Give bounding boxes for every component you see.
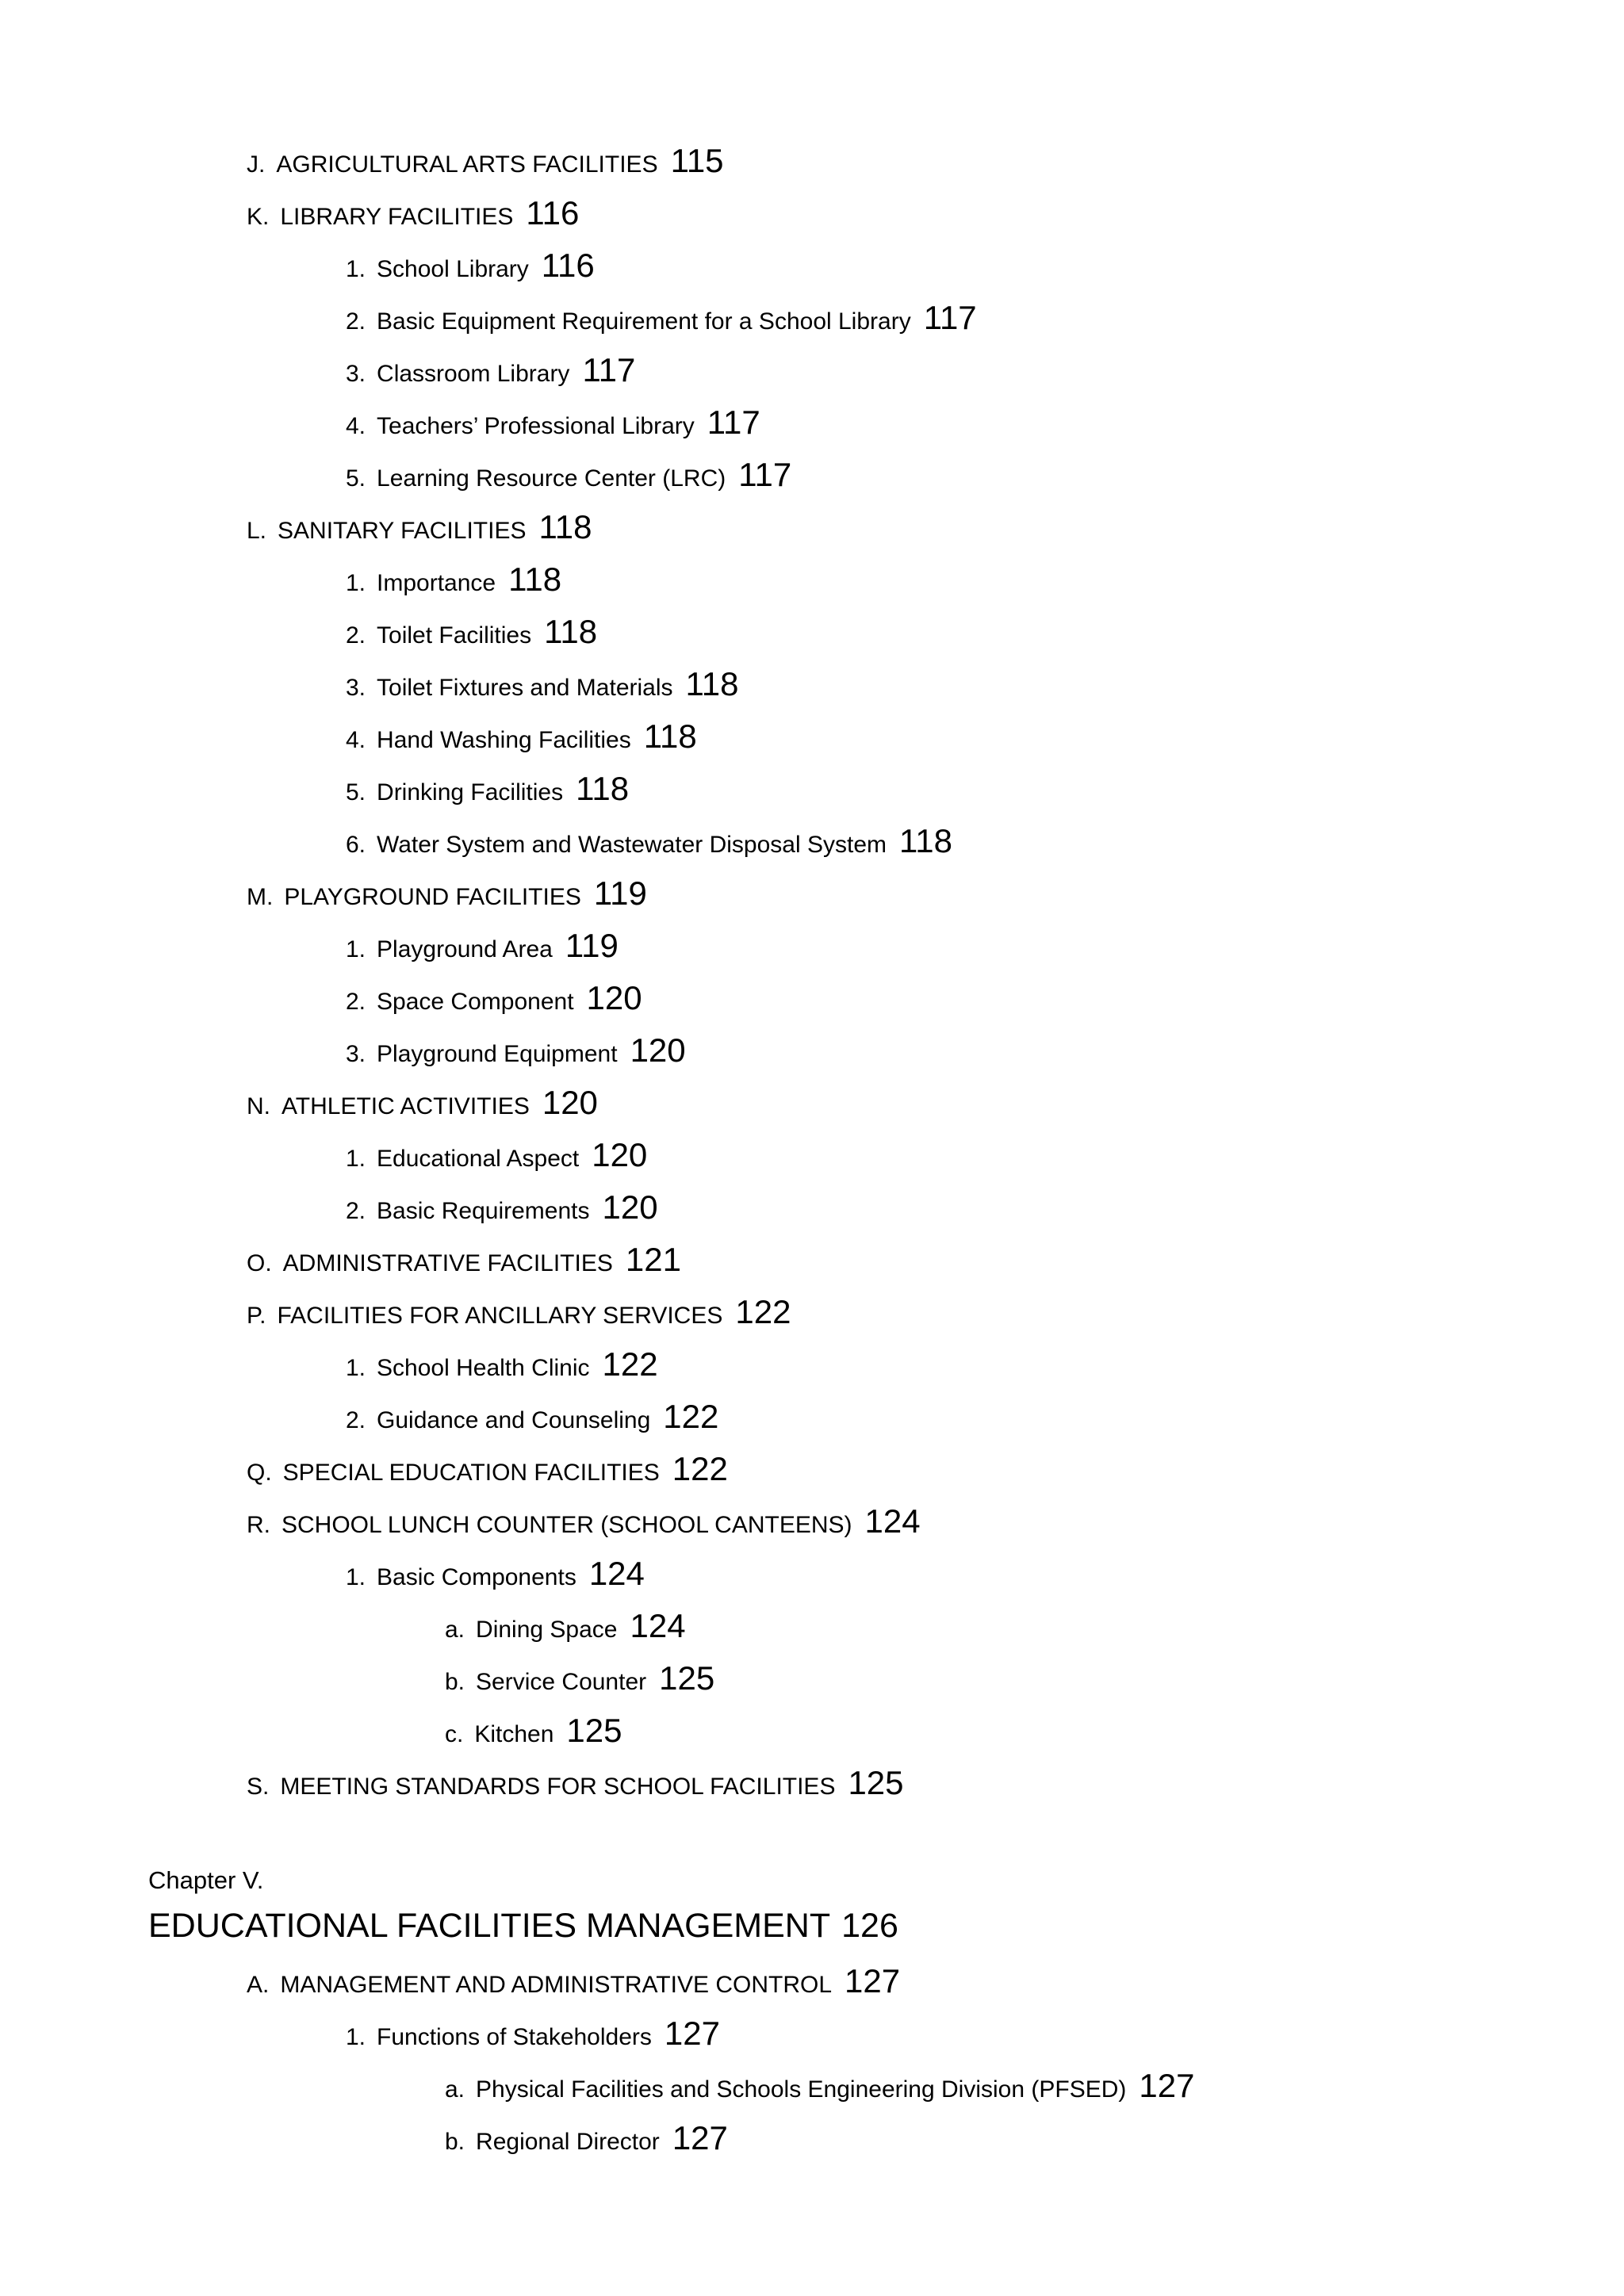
toc-entry-title: Functions of Stakeholders <box>377 2024 652 2050</box>
toc-entry <box>445 1659 715 1697</box>
toc-entry-page: 118 <box>899 822 952 859</box>
chapter-page: 126 <box>841 1907 898 1945</box>
toc-entry-title: Basic Requirements <box>377 1198 590 1224</box>
toc-entry-page: 117 <box>707 404 760 441</box>
toc-entry-title: SPECIAL EDUCATION FACILITIES <box>282 1460 660 1486</box>
toc-entry-page: 118 <box>685 665 739 702</box>
toc-entry-number: b. <box>445 1669 465 1695</box>
toc-entry-number: 1. <box>346 1564 366 1590</box>
toc-entry <box>346 1400 718 1433</box>
toc-entry-number: 1. <box>346 570 366 596</box>
toc-entry-title: Kitchen <box>474 1721 554 1747</box>
toc-entry <box>247 1962 901 1999</box>
toc-entry <box>346 979 642 1016</box>
toc-entry-number: 1. <box>346 2024 366 2050</box>
toc-entry <box>346 301 977 335</box>
toc-entry-page: 121 <box>625 1241 681 1278</box>
toc-entry <box>346 1138 647 1172</box>
toc-entry-title: Toilet Facilities <box>377 622 532 649</box>
toc-entry-number: 1. <box>346 1146 366 1172</box>
toc-entry-number: Q. <box>247 1460 272 1486</box>
toc-entry-page: 127 <box>1139 2067 1195 2104</box>
toc-entry-page: 125 <box>848 1764 904 1801</box>
toc-entry-page: 120 <box>602 1188 658 1226</box>
toc-entry-page: 118 <box>508 561 562 598</box>
toc-entry-number: 2. <box>346 622 366 649</box>
toc-entry-title: Guidance and Counseling <box>377 1407 651 1433</box>
toc-entry-number: 2. <box>346 989 366 1015</box>
toc-entry-number: S. <box>247 1774 270 1800</box>
chapter-heading <box>148 1909 898 1943</box>
toc-entry <box>346 615 597 649</box>
toc-entry-number: A. <box>247 1972 270 1998</box>
toc-entry-number: a. <box>445 1617 465 1643</box>
toc-entry-page: 115 <box>670 142 724 179</box>
toc-entry-title: SANITARY FACILITIES <box>278 518 527 544</box>
toc-entry <box>346 1557 645 1590</box>
toc-entry-number: 1. <box>346 936 366 962</box>
toc-entry <box>247 1766 904 1800</box>
toc-entry-number: a. <box>445 2076 465 2103</box>
toc-entry <box>445 2119 728 2156</box>
toc-entry-title: SCHOOL LUNCH COUNTER (SCHOOL CANTEENS) <box>282 1512 852 1538</box>
toc-entry <box>346 351 636 388</box>
toc-entry-number: 3. <box>346 1041 366 1067</box>
toc-entry-number: O. <box>247 1250 272 1276</box>
toc-entry-title: MANAGEMENT AND ADMINISTRATIVE CONTROL <box>280 1972 832 1998</box>
toc-entry-number: 1. <box>346 1355 366 1381</box>
chapter-label: Chapter V. <box>148 1866 264 1894</box>
toc-entry-page: 119 <box>593 874 647 912</box>
toc-entry <box>346 2017 720 2050</box>
toc-entry <box>346 249 595 282</box>
toc-entry-page: 119 <box>565 927 619 964</box>
toc-entry-title: Drinking Facilities <box>377 779 564 806</box>
toc-entry-page: 117 <box>738 456 792 493</box>
toc-entry-page: 118 <box>544 613 598 650</box>
toc-entry-page: 120 <box>542 1084 598 1121</box>
toc-entry-page: 118 <box>538 508 592 545</box>
toc-entry-title: School Health Clinic <box>377 1355 590 1381</box>
toc-entry <box>346 1031 686 1069</box>
toc-entry-page: 127 <box>672 2119 728 2156</box>
toc-entry-page: 125 <box>659 1659 715 1697</box>
toc-entry-page: 118 <box>576 770 630 807</box>
toc-entry-number: M. <box>247 884 274 910</box>
toc-entry <box>445 1609 686 1643</box>
toc-entry-number: 3. <box>346 361 366 387</box>
toc-entry-page: 122 <box>602 1345 658 1383</box>
toc-entry-page: 127 <box>845 1962 901 1999</box>
toc-entry-page: 120 <box>630 1031 686 1069</box>
toc-entry-title: Classroom Library <box>377 361 570 387</box>
toc-entry-number: 2. <box>346 308 366 335</box>
toc-entry <box>445 1714 622 1747</box>
toc-entry-number: c. <box>445 1721 464 1747</box>
toc-entry-title: Dining Space <box>476 1617 618 1643</box>
toc-entry-number: 4. <box>346 727 366 753</box>
toc-entry-number: N. <box>247 1093 270 1119</box>
toc-entry-title: Service Counter <box>476 1669 647 1695</box>
toc-entry <box>247 1502 921 1540</box>
toc-entry-number: 3. <box>346 675 366 701</box>
toc-entry-number: J. <box>247 151 266 178</box>
toc-entry-number: 5. <box>346 779 366 806</box>
toc-entry-page: 125 <box>566 1712 622 1749</box>
toc-entry-title: Space Component <box>377 989 574 1015</box>
toc-entry-page: 124 <box>588 1555 645 1592</box>
toc-entry-page: 120 <box>592 1136 648 1173</box>
toc-entry <box>346 822 952 859</box>
toc-entry-number: b. <box>445 2129 465 2155</box>
toc-entry-number: L. <box>247 518 267 544</box>
toc-entry-title: Regional Director <box>476 2129 660 2155</box>
toc-entry-title: Physical Facilities and Schools Engineering Division (PFSED) <box>476 2076 1127 2103</box>
toc-entry-title: Playground Area <box>377 936 553 962</box>
toc-entry-title: Basic Equipment Requirement for a School Library <box>377 308 911 335</box>
toc-entry <box>247 1295 791 1329</box>
toc-entry <box>247 1452 728 1486</box>
toc-entry-title: School Library <box>377 256 529 282</box>
toc-entry-number: R. <box>247 1512 270 1538</box>
toc-entry <box>445 2069 1194 2103</box>
toc-entry-title: LIBRARY FACILITIES <box>280 204 514 230</box>
toc-entry-number: 2. <box>346 1407 366 1433</box>
toc-entry-page: 116 <box>541 247 595 284</box>
toc-entry-title: Playground Equipment <box>377 1041 618 1067</box>
toc-entry <box>346 458 791 492</box>
toc-entry <box>346 1345 658 1383</box>
toc-entry-title: PLAYGROUND FACILITIES <box>284 884 581 910</box>
toc-entry <box>346 929 619 962</box>
toc-entry-page: 122 <box>663 1398 719 1435</box>
toc-entry-number: 1. <box>346 256 366 282</box>
toc-entry <box>247 144 724 178</box>
toc-entry <box>346 772 629 806</box>
toc-entry-title: Learning Resource Center (LRC) <box>377 465 726 492</box>
toc-entry-title: Educational Aspect <box>377 1146 580 1172</box>
toc-entry-page: 117 <box>582 351 636 388</box>
toc-entry-title: Water System and Wastewater Disposal System <box>377 832 887 858</box>
toc-entry-page: 122 <box>672 1450 728 1487</box>
toc-entry-page: 120 <box>586 979 642 1016</box>
toc-entry-page: 118 <box>643 718 697 755</box>
chapter-title: EDUCATIONAL FACILITIES MANAGEMENT <box>148 1907 831 1945</box>
toc-entry <box>247 508 592 545</box>
toc-entry-title: ATHLETIC ACTIVITIES <box>282 1093 530 1119</box>
toc-entry-title: Hand Washing Facilities <box>377 727 631 753</box>
toc-entry-page: 117 <box>923 299 977 336</box>
toc-entry-number: 6. <box>346 832 366 858</box>
toc-entry-title: ADMINISTRATIVE FACILITIES <box>282 1250 613 1276</box>
toc-entry <box>247 1243 681 1276</box>
toc-entry-number: 4. <box>346 413 366 439</box>
toc-entry <box>247 194 580 232</box>
toc-entry <box>247 1086 598 1119</box>
toc-entry <box>247 874 647 912</box>
toc-entry <box>346 563 561 596</box>
toc-entry-page: 122 <box>735 1293 791 1330</box>
toc-entry <box>346 720 697 753</box>
toc-entry-number: 5. <box>346 465 366 492</box>
toc-entry <box>346 665 739 702</box>
toc-entry-number: K. <box>247 204 270 230</box>
toc-entry-title: Basic Components <box>377 1564 576 1590</box>
toc-entry-number: P. <box>247 1303 266 1329</box>
toc-entry <box>346 1188 658 1226</box>
toc-entry-title: Toilet Fixtures and Materials <box>377 675 673 701</box>
toc-entry-number: 2. <box>346 1198 366 1224</box>
toc-entry-page: 124 <box>864 1502 921 1540</box>
toc-entry-title: MEETING STANDARDS FOR SCHOOL FACILITIES <box>280 1774 836 1800</box>
toc-entry-page: 124 <box>630 1607 686 1644</box>
toc-entry-title: Teachers’ Professional Library <box>377 413 695 439</box>
toc-entry-page: 116 <box>526 194 580 232</box>
toc-entry-title: AGRICULTURAL ARTS FACILITIES <box>276 151 658 178</box>
toc-entry-page: 127 <box>664 2015 720 2052</box>
toc-entry-title: FACILITIES FOR ANCILLARY SERVICES <box>277 1303 723 1329</box>
toc-entry <box>346 406 760 439</box>
toc-entry-title: Importance <box>377 570 496 596</box>
